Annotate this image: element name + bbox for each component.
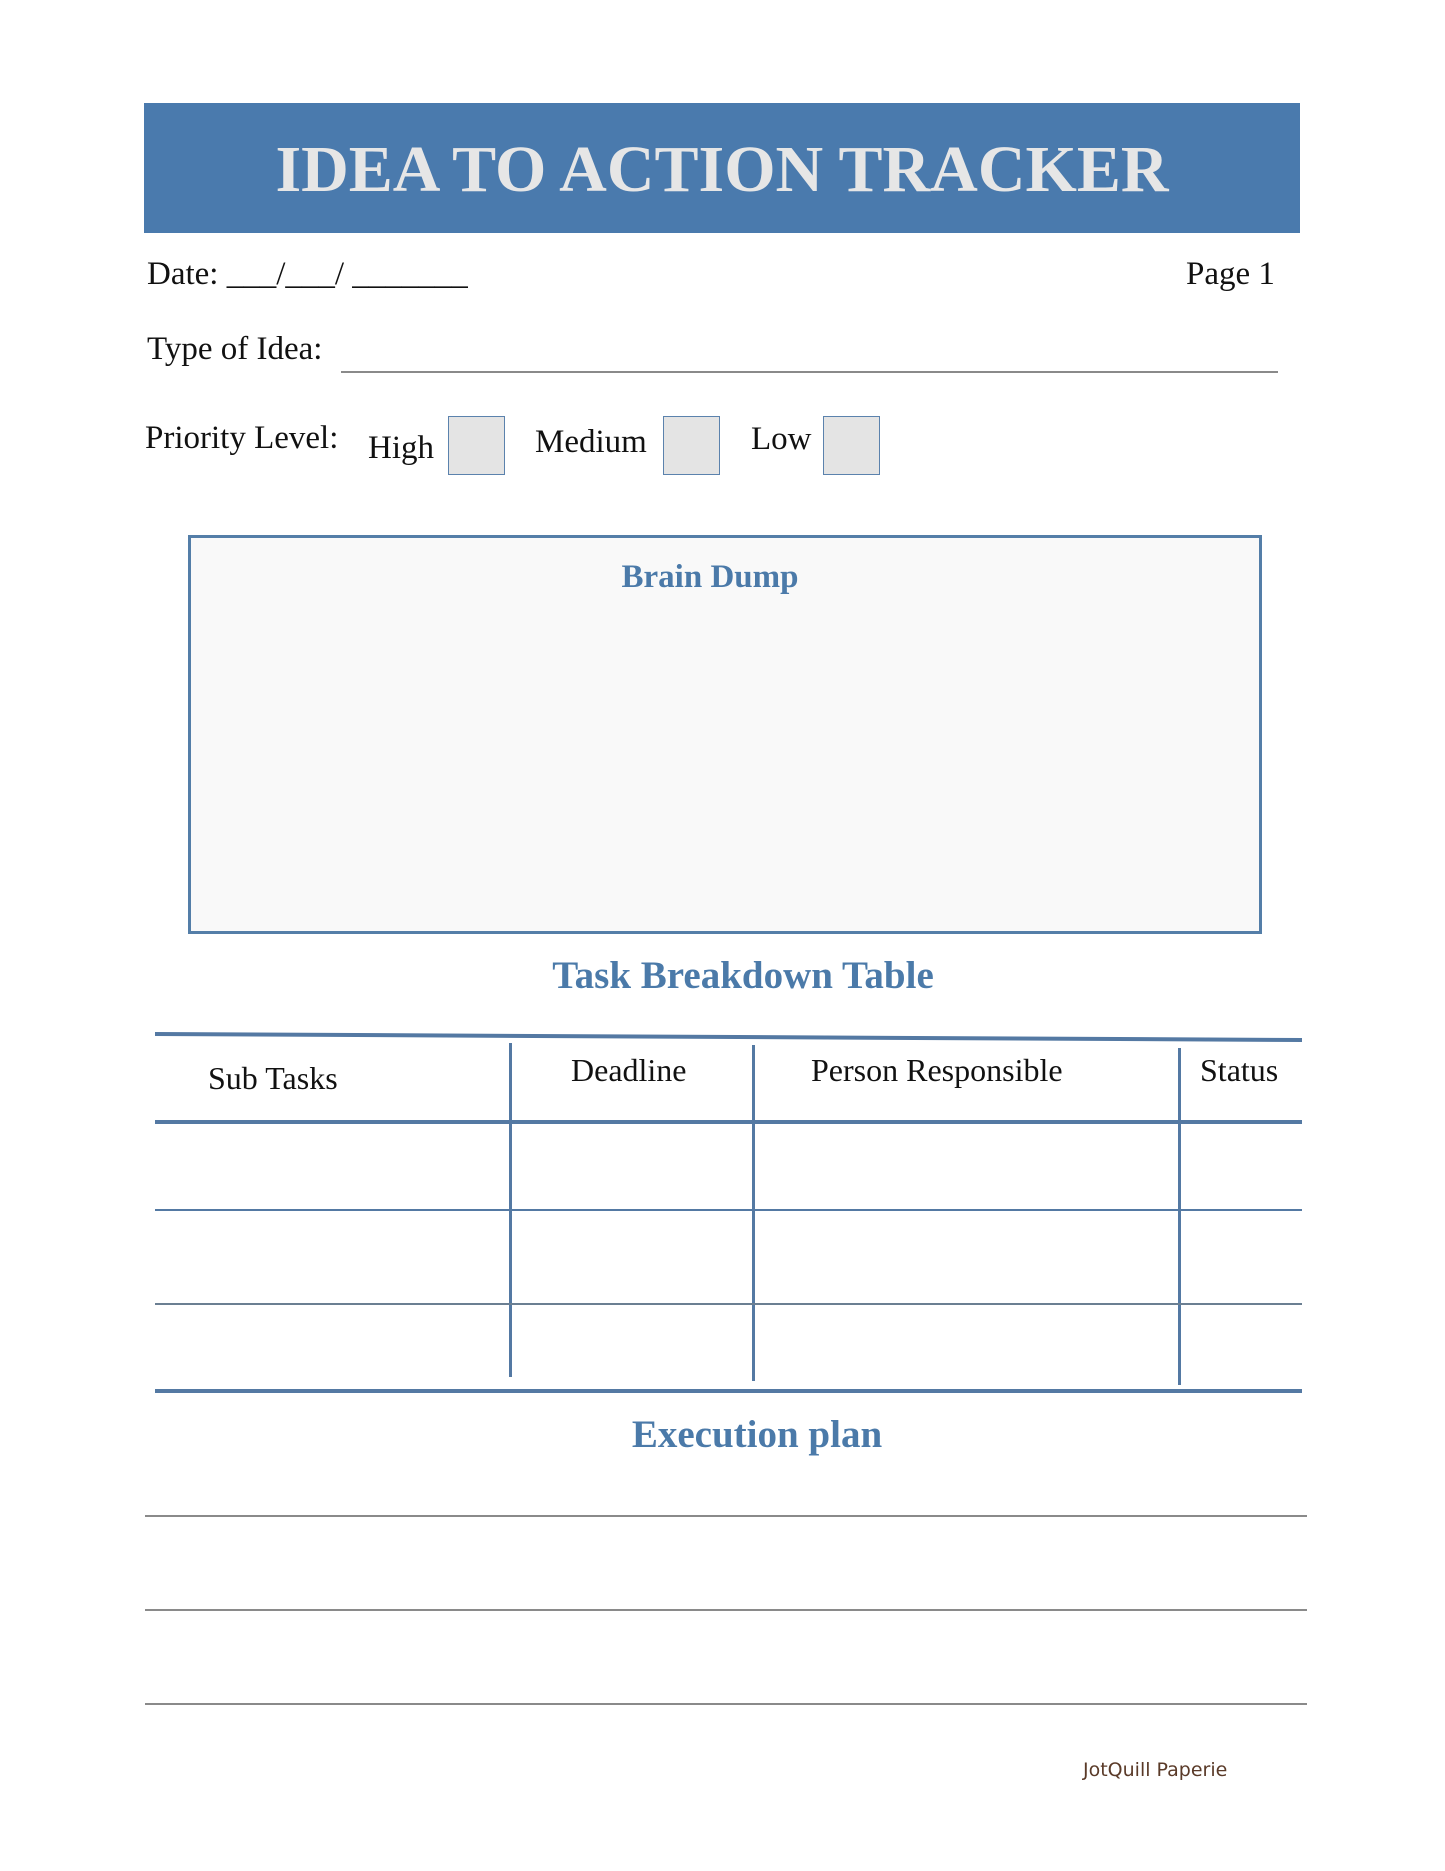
page-number: Page 1 bbox=[1186, 256, 1275, 292]
table-cell[interactable] bbox=[1181, 1305, 1302, 1389]
column-header-sub-tasks: Sub Tasks bbox=[208, 1060, 338, 1096]
writing-line bbox=[145, 1515, 1307, 1517]
column-header-deadline: Deadline bbox=[571, 1052, 687, 1088]
type-of-idea-underline bbox=[341, 371, 1278, 373]
table-cell[interactable] bbox=[755, 1305, 1178, 1389]
table-top-border bbox=[150, 1028, 1310, 1046]
priority-medium-label: Medium bbox=[535, 424, 647, 460]
priority-low-checkbox[interactable] bbox=[823, 416, 880, 475]
execution-plan-title: Execution plan bbox=[631, 1413, 883, 1456]
execution-plan-line-2[interactable] bbox=[145, 1564, 1307, 1611]
table-cell[interactable] bbox=[155, 1305, 509, 1389]
column-header-person-responsible: Person Responsible bbox=[811, 1052, 1063, 1088]
table-cell[interactable] bbox=[755, 1211, 1178, 1303]
priority-high-label: High bbox=[368, 430, 434, 466]
priority-label: Priority Level: bbox=[145, 420, 339, 456]
title-banner bbox=[144, 103, 1300, 233]
table-cell[interactable] bbox=[755, 1124, 1178, 1209]
table-cell[interactable] bbox=[1181, 1124, 1302, 1209]
task-table-title: Task Breakdown Table bbox=[552, 954, 934, 997]
execution-plan-line-1[interactable] bbox=[145, 1470, 1307, 1517]
table-cell[interactable] bbox=[512, 1124, 752, 1209]
column-header-status: Status bbox=[1200, 1052, 1279, 1088]
writing-line bbox=[145, 1703, 1307, 1705]
priority-medium-checkbox[interactable] bbox=[663, 416, 720, 475]
table-cell[interactable] bbox=[512, 1305, 752, 1389]
date-field[interactable]: Date: ___/___/ _______ bbox=[147, 256, 468, 292]
execution-plan-line-3[interactable] bbox=[145, 1658, 1307, 1705]
priority-high-checkbox[interactable] bbox=[448, 416, 505, 475]
brain-dump-title: Brain Dump bbox=[621, 559, 799, 595]
table-cell[interactable] bbox=[155, 1124, 509, 1209]
writing-line bbox=[145, 1609, 1307, 1611]
type-of-idea-label: Type of Idea: bbox=[147, 331, 323, 367]
table-bottom-border bbox=[155, 1389, 1302, 1393]
brand-name: JotQuill Paperie bbox=[1083, 1759, 1228, 1781]
page-title: IDEA TO ACTION TRACKER bbox=[275, 133, 1169, 206]
table-cell[interactable] bbox=[512, 1211, 752, 1303]
table-cell[interactable] bbox=[1181, 1211, 1302, 1303]
table-cell[interactable] bbox=[155, 1211, 509, 1303]
priority-low-label: Low bbox=[751, 421, 812, 457]
type-of-idea-input[interactable] bbox=[341, 346, 1278, 372]
